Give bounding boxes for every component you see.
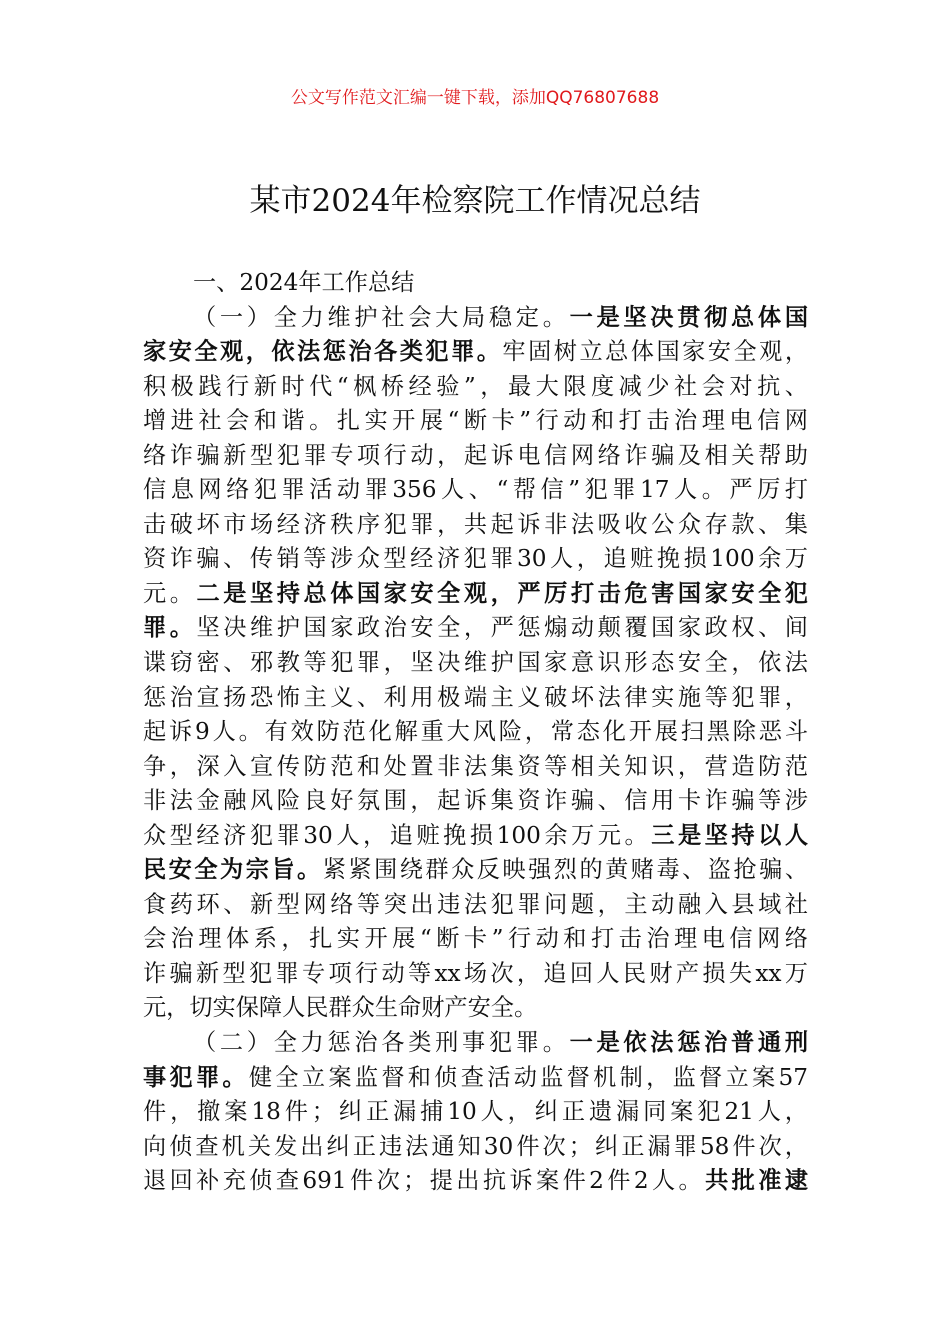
text-line: [143, 577, 808, 612]
text-line: [143, 888, 808, 923]
text-segment: 争，深入宣传防范和处置非法集资等相关知识，营造防范: [143, 752, 808, 780]
text-line: [143, 542, 808, 577]
text-segment: 向侦查机关发出纠正违法通知30件次；纠正漏罪58件次，: [143, 1132, 808, 1160]
bold-text-segment: 共批准逮: [705, 1167, 808, 1195]
text-segment: 众型经济犯罪30人，追赃挽损100余万元。: [143, 821, 652, 849]
bold-text-segment: 事犯罪。: [143, 1063, 249, 1091]
text-segment: 健全立案监督和侦查活动监督机制，监督立案57: [248, 1063, 808, 1091]
text-segment: 资诈骗、传销等涉众型经济犯罪30人，追赃挽损100余万: [143, 545, 808, 573]
text-line: [143, 784, 808, 819]
text-line: [143, 1164, 808, 1199]
text-line: [143, 1026, 808, 1061]
text-line: [143, 266, 808, 301]
text-line: [143, 611, 808, 646]
text-segment: 退回补充侦查691件次；提出抗诉案件2件2人。: [143, 1167, 706, 1195]
text-segment: （二）全力惩治各类刑事犯罪。: [193, 1029, 570, 1057]
text-segment: 增进社会和谐。扎实开展“断卡”行动和打击治理电信网: [143, 407, 808, 435]
text-line: [143, 715, 808, 750]
text-segment: 击破坏市场经济秩序犯罪，共起诉非法吸收公众存款、集: [143, 510, 808, 538]
text-segment: 牢固树立总体国家安全观，: [502, 338, 809, 366]
text-segment: 食药环、新型网络等突出违法犯罪问题，主动融入县域社: [143, 890, 808, 918]
text-line: [143, 335, 808, 370]
text-line: [143, 957, 808, 992]
text-segment: 积极践行新时代“枫桥经验”，最大限度减少社会对抗、: [143, 372, 808, 400]
watermark-banner: 公文写作范文汇编一键下载，添加QQ76807688: [290, 88, 660, 108]
text-line: [143, 301, 808, 336]
text-segment: 一、2024年工作总结: [193, 269, 415, 296]
bold-text-segment: 三是坚持以人: [651, 821, 809, 849]
text-line: [143, 922, 808, 957]
text-segment: 谍窃密、邪教等犯罪，坚决维护国家意识形态安全，依法: [143, 649, 808, 677]
text-line: [143, 473, 808, 508]
bold-text-segment: 罪。: [143, 614, 197, 642]
text-line: [143, 1130, 808, 1165]
text-line: [143, 646, 808, 681]
bold-text-segment: 一是依法惩治普通刑: [569, 1029, 809, 1057]
text-segment: 非法金融风险良好氛围，起诉集资诈骗、信用卡诈骗等涉: [143, 787, 808, 815]
text-line: [143, 853, 808, 888]
text-segment: 会治理体系，扎实开展“断卡”行动和打击治理电信网络: [143, 925, 808, 953]
text-segment: 诈骗新型犯罪专项行动等xx场次，追回人民财产损失xx万: [143, 959, 808, 987]
text-line: [143, 1095, 808, 1130]
text-segment: 元，切实保障人民群众生命财产安全。: [143, 994, 538, 1022]
bold-text-segment: 二是坚持总体国家安全观，严厉打击危害国家安全犯: [196, 579, 808, 607]
text-line: [143, 1061, 808, 1096]
bold-text-segment: 民安全为宗旨。: [143, 856, 323, 884]
text-line: [143, 404, 808, 439]
text-segment: 信息网络犯罪活动罪356人、“帮信”犯罪17人。严厉打: [143, 476, 808, 504]
text-line: [143, 681, 808, 716]
text-segment: 件，撤案18件；纠正漏捕10人，纠正遗漏同案犯21人，: [143, 1098, 808, 1126]
text-line: [143, 370, 808, 405]
text-line: [143, 508, 808, 543]
bold-text-segment: 一是坚决贯彻总体国: [569, 303, 809, 331]
text-segment: 惩治宣扬恐怖主义、利用极端主义破坏法律实施等犯罪，: [143, 683, 808, 711]
text-segment: 络诈骗新型犯罪专项行动，起诉电信网络诈骗及相关帮助: [143, 441, 808, 469]
text-segment: （一）全力维护社会大局稳定。: [193, 303, 570, 331]
text-line: [143, 439, 808, 474]
text-line: [143, 991, 808, 1026]
text-segment: 坚决维护国家政治安全，严惩煽动颠覆国家政权、间: [196, 614, 808, 642]
text-segment: 起诉9人。有效防范化解重大风险，常态化开展扫黑除恶斗: [143, 718, 808, 746]
text-line: [143, 750, 808, 785]
page-title: 某市2024年检察院工作情况总结: [249, 183, 701, 219]
document-body: [143, 266, 808, 1199]
bold-text-segment: 家安全观，依法惩治各类犯罪。: [143, 338, 503, 366]
text-segment: 元。: [143, 579, 197, 607]
text-segment: 紧紧围绕群众反映强烈的黄赌毒、盗抢骗、: [322, 856, 809, 884]
text-line: [143, 819, 808, 854]
